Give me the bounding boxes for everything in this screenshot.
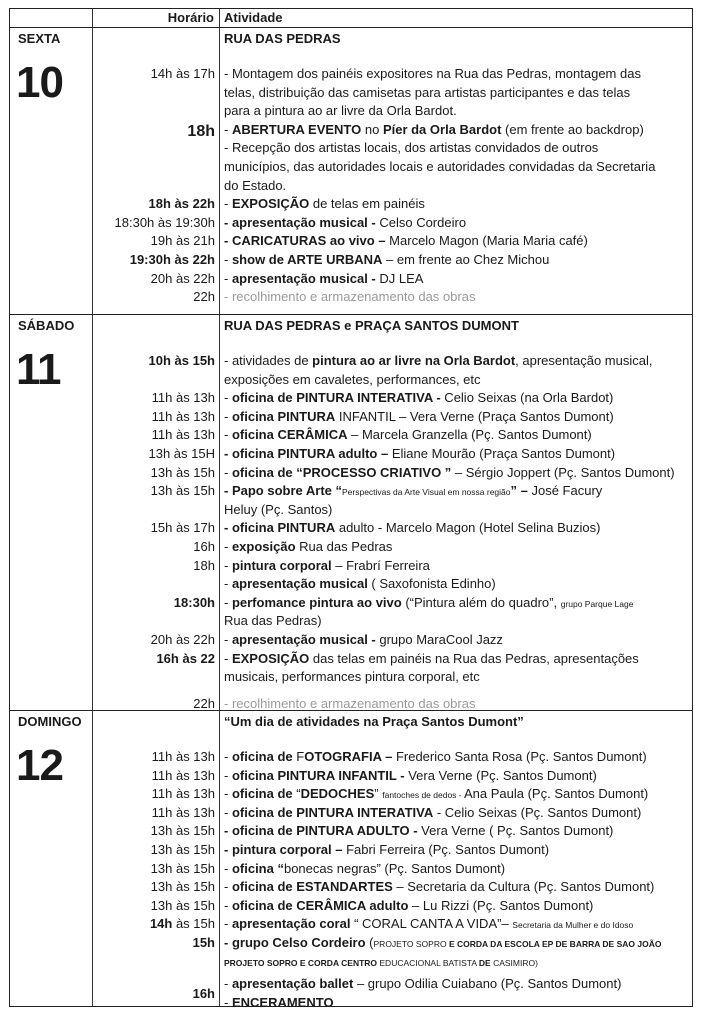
time-slot: 13h às 15h <box>150 842 215 857</box>
time-slot: 11h às 13h <box>151 767 215 783</box>
time-slot: 11h às 13h <box>151 427 215 443</box>
text-fragment: Ana Paula (Pç. Santos Dumont) <box>464 786 649 802</box>
activity-line <box>224 822 689 840</box>
text-fragment: - <box>224 196 232 212</box>
text-fragment: fantoches de dedos - <box>382 790 464 801</box>
text-fragment: - <box>224 804 232 820</box>
time-slot: 18h <box>187 122 215 140</box>
header-activity: Atividade <box>224 10 283 25</box>
text-fragment: OTOGRAFIA – <box>304 749 393 764</box>
text-fragment: - <box>224 632 232 647</box>
activity-line <box>224 426 689 444</box>
text-fragment: grupo Parque Lage <box>560 598 634 609</box>
time-slot: 19h às 21h <box>150 233 215 249</box>
text-fragment: Fabri Ferreira (Pç. Santos Dumont) <box>342 842 550 857</box>
text-fragment: ( Saxofonista Edinho) <box>367 576 496 592</box>
activity-line <box>224 482 689 501</box>
text-fragment: para a pintura ao ar livre da Orla Bardot. <box>224 103 457 119</box>
text-fragment: INFANTIL – Vera Verne (Praça Santos Dumont) <box>335 408 614 424</box>
text-fragment: oficina PINTURA <box>231 408 336 424</box>
text-fragment: Rua das Pedras <box>295 539 393 554</box>
text-fragment: show de ARTE URBANA <box>231 252 383 267</box>
text-fragment: adulto - Marcelo Magon (Hotel Selina Buzios) <box>335 520 601 536</box>
text-fragment: , apresentação musical, <box>515 353 653 368</box>
text-fragment: - <box>224 539 232 554</box>
time-slot: 16h <box>193 539 215 554</box>
text-fragment: - <box>224 767 232 783</box>
text-fragment: - <box>224 464 232 480</box>
text-fragment: - <box>224 650 232 666</box>
day-name-domingo: DOMINGO <box>18 714 82 729</box>
text-fragment: pintura ao ar livre na Orla Bardot <box>312 353 516 368</box>
text-fragment: DJ LEA <box>375 270 424 286</box>
time-slot: 15h <box>192 935 215 950</box>
text-fragment: – grupo Odilia Cuiabano (Pç. Santos Dumont) <box>353 976 622 992</box>
text-fragment: - apresentação musical - <box>224 214 380 230</box>
time-slot: 10h às 15h <box>148 353 215 368</box>
text-fragment: - atividades de <box>224 353 313 368</box>
text-fragment: - <box>224 786 232 802</box>
text-fragment: - <box>224 749 232 764</box>
activity-line <box>224 975 689 993</box>
text-fragment: “ <box>296 786 301 802</box>
time-slot: 11h às 13h <box>151 390 215 406</box>
text-fragment: ABERTURA EVENTO <box>231 121 362 137</box>
time-slot: 11h às 13h <box>151 749 215 764</box>
activity-line <box>224 748 689 766</box>
text-fragment: exposições em cavaletes, performances, etc <box>224 371 481 387</box>
text-fragment: Frederico Santa Rosa (Pç. Santos Dumont) <box>392 749 647 764</box>
text-fragment: apresentação musical - <box>231 632 376 647</box>
time-slot: 18h às 22h <box>148 196 215 212</box>
text-fragment: apresentação coral <box>231 916 351 932</box>
time-slot: 13h às 15H <box>148 446 215 461</box>
activity-line <box>224 84 689 102</box>
schedule-table <box>9 8 693 1010</box>
text-fragment: Vera Verne (Pç. Santos Dumont) <box>404 767 597 783</box>
day-name-sexta: SEXTA <box>18 31 61 46</box>
text-fragment: bonecas negras” (Pç. Santos Dumont) <box>283 860 506 876</box>
text-fragment: de telas em painéis <box>309 196 425 212</box>
activity-line <box>224 897 689 915</box>
text-fragment: oficina CERÂMICA <box>231 427 348 443</box>
text-fragment: - recolhimento e armazenamento das obras <box>224 695 476 711</box>
activity-line <box>224 158 689 176</box>
text-fragment: - <box>224 576 232 592</box>
time-slot <box>94 915 215 933</box>
time-slot: 18:30h <box>173 594 215 610</box>
text-fragment: ” <box>374 786 383 802</box>
activity-line <box>224 464 689 482</box>
text-fragment: - <box>224 594 232 610</box>
text-fragment: ENCERAMENTO <box>231 994 334 1010</box>
text-fragment: - pintura corporal – <box>224 842 343 857</box>
activity-line <box>224 612 689 630</box>
header-divider <box>10 27 692 28</box>
activity-line <box>224 695 689 713</box>
time-slot: 11h às 13h <box>151 804 215 820</box>
text-fragment: - oficina de PINTURA ADULTO - <box>224 823 418 839</box>
text-fragment: (“Pintura além do quadro”, <box>401 594 561 610</box>
activity-line <box>224 953 689 972</box>
text-fragment: apresentação ballet <box>231 976 354 992</box>
text-fragment: – Secretaria da Cultura (Pç. Santos Dumont) <box>392 879 655 895</box>
activity-line <box>224 139 689 157</box>
text-fragment: DE <box>478 957 494 968</box>
text-fragment: Celso Cordeiro <box>379 214 467 230</box>
text-fragment: musicais, performances pintura corporal, etc <box>224 669 480 685</box>
text-fragment: - <box>224 408 232 424</box>
text-fragment: das telas em painéis na Rua das Pedras, apresentações <box>309 650 639 666</box>
time-slot: 19:30h às 22h <box>129 252 215 267</box>
column-divider-day <box>92 9 93 1006</box>
activity-line <box>224 860 689 878</box>
time-slot: 18:30h às 19:30h <box>114 214 215 230</box>
text-fragment: Eliane Mourão (Praça Santos Dumont) <box>388 446 616 461</box>
section-divider-sexta <box>10 314 692 315</box>
text-fragment: PROJETO SOPRO <box>373 939 449 949</box>
activity-line <box>224 195 689 213</box>
time-slot: 16h <box>192 985 215 1001</box>
text-fragment: oficina de ESTANDARTES <box>231 879 393 895</box>
section-title: “Um dia de atividades na Praça Santos Dumont” <box>224 714 524 729</box>
text-fragment: oficina de PINTURA INTERATIVA - <box>231 390 441 406</box>
text-fragment: – Lu Rizzi (Pç. Santos Dumont) <box>408 897 594 913</box>
time-slot: 13h às 15h <box>150 464 215 480</box>
text-fragment: - Montagem dos painéis expositores na Rua das Pedras, montagem das <box>224 66 641 81</box>
time-slot: 22h <box>193 695 215 711</box>
activity-line <box>224 371 689 389</box>
text-fragment: Rua das Pedras) <box>224 613 322 629</box>
activity-line <box>224 288 689 306</box>
text-fragment: telas, distribuição das camisetas para artistas participantes e das telas <box>224 84 631 100</box>
column-divider-time <box>219 9 220 1006</box>
time-slot: 20h às 22h <box>150 270 215 286</box>
text-fragment: - oficina PINTURA adulto – <box>224 446 389 461</box>
activity-line <box>224 445 689 463</box>
activity-line <box>224 121 689 139</box>
activity-line <box>224 841 689 859</box>
activity-line <box>224 668 689 686</box>
text-fragment: exposição <box>231 539 296 554</box>
time-slot: 20h às 22h <box>150 632 215 647</box>
activity-line <box>224 594 689 613</box>
activity-line <box>224 177 689 195</box>
text-fragment: - oficina PINTURA <box>224 520 336 536</box>
text-fragment: perfomance pintura ao vivo <box>231 594 402 610</box>
text-fragment: F <box>296 749 305 764</box>
activity-line <box>224 785 689 804</box>
text-fragment: - <box>224 270 232 286</box>
header-time: Horário <box>167 10 214 25</box>
text-fragment: - Papo sobre Arte “ <box>224 483 342 499</box>
time-slot: 13h às 15h <box>150 860 215 876</box>
time-slot: 16h às 22 <box>156 650 215 666</box>
text-fragment: 14h <box>149 916 173 932</box>
text-fragment: Heluy (Pç. Santos) <box>224 501 333 517</box>
text-fragment: - <box>224 897 232 913</box>
text-fragment: apresentação musical <box>231 576 368 592</box>
text-fragment: “ CORAL CANTA A VIDA”– <box>350 916 513 932</box>
activity-line <box>224 501 689 519</box>
text-fragment: PROJETO SOPRO E CORDA CENTRO <box>224 957 380 968</box>
text-fragment: oficina de “PROCESSO CRIATIVO ” <box>231 464 452 480</box>
text-fragment: - <box>224 879 232 895</box>
text-fragment: Vera Verne ( Pç. Santos Dumont) <box>417 823 614 839</box>
text-fragment: – em frente ao Chez Michou <box>382 252 550 267</box>
text-fragment: - <box>224 916 232 932</box>
text-fragment: José Facury <box>531 483 603 499</box>
day-number: 12 <box>16 741 63 790</box>
activity-line <box>224 767 689 785</box>
text-fragment: - <box>224 427 232 443</box>
activity-line <box>224 538 689 556</box>
text-fragment: ” – <box>510 483 532 499</box>
time-slot: 14h às 17h <box>150 66 215 81</box>
time-slot: 13h às 15h <box>150 483 215 499</box>
text-fragment: pintura corporal <box>231 557 332 573</box>
text-fragment: – Frabrí Ferreira <box>331 557 430 573</box>
activity-line <box>224 804 689 822</box>
text-fragment: EDUCACIONAL BATISTA <box>379 957 479 968</box>
activity-line <box>224 251 689 269</box>
activity-line <box>224 557 689 575</box>
text-fragment: no <box>361 121 383 137</box>
text-fragment: municípios, das autoridades locais e autoridades convidadas da Secretaria <box>224 159 656 174</box>
text-fragment: apresentação musical - <box>231 270 376 286</box>
activity-line <box>224 214 689 232</box>
day-number: 10 <box>16 58 63 107</box>
activity-line <box>224 408 689 426</box>
text-fragment: - grupo Celso Cordeiro <box>224 935 366 950</box>
text-fragment: Marcelo Magon (Maria Maria café) <box>385 233 588 249</box>
day-name-sabado: SÁBADO <box>18 318 75 333</box>
text-fragment: DEDOCHES <box>300 786 375 802</box>
activity-line <box>224 232 689 250</box>
text-fragment: - <box>224 390 232 406</box>
text-fragment: (em frente ao backdrop) <box>501 121 644 137</box>
activity-line <box>224 631 689 649</box>
text-fragment: - CARICATURAS ao vivo – <box>224 233 386 249</box>
text-fragment: Perspectivas da Arte Visual em nossa região <box>341 487 511 498</box>
text-fragment: ( <box>365 935 374 950</box>
text-fragment: - <box>224 976 232 992</box>
text-fragment: – Sérgio Joppert (Pç. Santos Dumont) <box>451 464 675 480</box>
text-fragment: - Celio Seixas (Pç. Santos Dumont) <box>433 804 642 820</box>
text-fragment: grupo MaraCool Jazz <box>375 632 503 647</box>
text-fragment: oficina “ <box>231 860 284 876</box>
time-slot: 13h às 15h <box>150 823 215 839</box>
activity-line <box>224 994 689 1012</box>
text-fragment: oficina de <box>231 749 297 764</box>
text-fragment: oficina PINTURA INFANTIL - <box>231 767 405 783</box>
text-fragment: Secretaria da Mulher e do Idoso <box>512 920 634 931</box>
activity-line <box>224 389 689 407</box>
text-fragment: oficina de <box>231 786 297 802</box>
text-fragment: Celio Seixas (na Orla Bardot) <box>440 390 614 406</box>
time-slot: 13h às 15h <box>150 897 215 913</box>
text-fragment: do Estado. <box>224 177 287 193</box>
text-fragment: EXPOSIÇÃO <box>231 650 310 666</box>
section-title: RUA DAS PEDRAS <box>224 31 341 46</box>
time-slot: 11h às 13h <box>151 786 215 802</box>
text-fragment: oficina de CERÂMICA adulto <box>231 897 409 913</box>
text-fragment: - <box>224 252 232 267</box>
text-fragment: - <box>224 121 232 137</box>
activity-line <box>224 650 689 668</box>
text-fragment: E CORDA DA ESCOLA EP DE BARRA DE SAO JOÃO <box>448 939 662 949</box>
text-fragment: oficina de PINTURA INTERATIVA <box>231 804 434 820</box>
time-slot: 22h <box>193 289 215 305</box>
text-fragment: – Marcela Granzella (Pç. Santos Dumont) <box>347 427 592 443</box>
text-fragment: CASIMIRO) <box>493 957 538 968</box>
activity-line <box>224 575 689 593</box>
activity-line <box>224 102 689 120</box>
activity-line <box>224 65 689 83</box>
text-fragment: EXPOSIÇÃO <box>231 196 310 212</box>
text-fragment: - <box>224 994 232 1010</box>
time-slot: 11h às 13h <box>151 408 215 424</box>
time-slot: 18h <box>193 557 215 573</box>
day-number: 11 <box>16 345 61 394</box>
text-fragment: - <box>224 557 232 573</box>
activity-line <box>224 915 689 934</box>
text-fragment: - recolhimento e armazenamento das obras <box>224 289 476 305</box>
text-fragment: - Recepção dos artistas locais, dos artistas convidados de outros <box>224 140 599 156</box>
activity-line <box>224 934 689 953</box>
text-fragment: - <box>224 860 232 876</box>
activity-line <box>224 519 689 537</box>
activity-line <box>224 878 689 896</box>
text-fragment: às 15h <box>172 916 215 932</box>
activity-line <box>224 352 689 370</box>
text-fragment: Píer da Orla Bardot <box>382 121 502 137</box>
section-title: RUA DAS PEDRAS e PRAÇA SANTOS DUMONT <box>224 318 519 333</box>
time-slot: 15h às 17h <box>150 520 215 536</box>
time-slot: 13h às 15h <box>150 879 215 895</box>
activity-line <box>224 270 689 288</box>
